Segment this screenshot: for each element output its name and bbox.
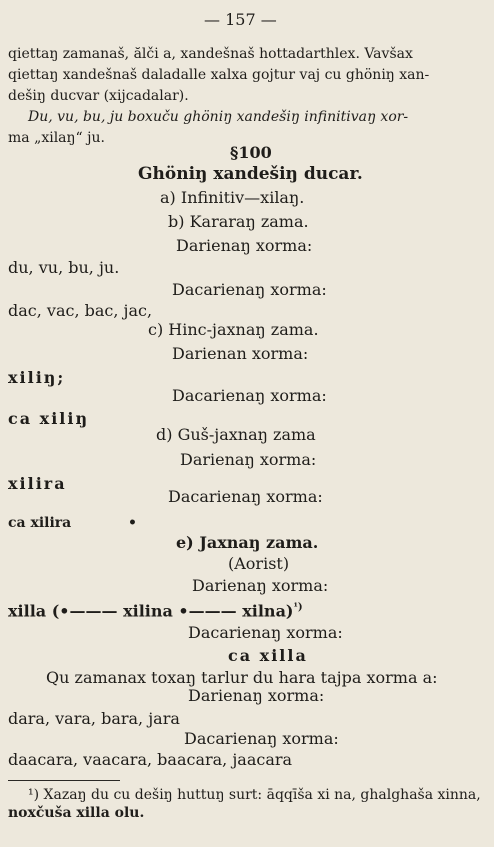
intro-line-4-text: Du, vu, bu, ju boxuču ghöniŋ xandešiŋ infinitivaŋ xor- (28, 109, 409, 125)
item-b-plural-label: Dacarienaŋ xorma: (172, 280, 327, 299)
item-b-plural-forms: dac, vac, bac, jac, (8, 301, 153, 320)
section-number: §100 (230, 143, 272, 162)
item-e-singular-forms (8, 603, 303, 619)
item-d-plural-form: ca xilira (8, 515, 72, 531)
outro-line-1: Qu zamanax toxaŋ tarlur du hara tajpa xorma a: (46, 668, 438, 687)
aorist-form-1: xilla ( (8, 601, 60, 621)
item-a: a) Infinitiv—xilaŋ. (160, 188, 305, 207)
outro-plural-label: Dacarienaŋ xorma: (184, 729, 339, 748)
footnote-divider (8, 780, 120, 781)
item-b-singular-label: Darienaŋ xorma: (176, 236, 313, 255)
item-e: e) Jaxnaŋ zama. (176, 533, 319, 552)
item-c-singular-label: Darienan xorma: (172, 344, 309, 363)
footnote-ref: ¹) (293, 602, 303, 613)
item-e-plural-form: ca xilla (228, 646, 308, 665)
item-d: d) Guš-jaxnaŋ zama (156, 425, 316, 444)
stray-mark: • (128, 515, 137, 531)
intro-line-5: ma „xilaŋ“ ju. (8, 130, 105, 146)
intro-line-4 (28, 110, 408, 124)
intro-line-1: qiettaŋ zamanaš, ălči a, xandešnaš hottadarthlex. Vavšax (8, 46, 413, 62)
item-e-subtitle: (Aorist) (228, 554, 290, 573)
footnote-line-1: ¹) Xazaŋ du cu dešiŋ huttuŋ surt: āqqīša xi na, ghalghaša xinna, (28, 787, 481, 803)
item-c-singular-form: xiliŋ; (8, 368, 66, 387)
item-c-plural-label: Dacarienaŋ xorma: (172, 386, 327, 405)
dot-dash-2: •——— (172, 601, 243, 621)
intro-line-3: dešiŋ ducvar (xijcadalar). (8, 88, 189, 104)
outro-plural-forms: daacara, vaacara, baacara, jaacara (8, 750, 293, 769)
intro-line-2: qiettaŋ xandešnaš daladalle xalxa gojtur vaj cu ghöniŋ xan- (8, 67, 430, 83)
item-b-singular-forms: du, vu, bu, ju. (8, 258, 120, 277)
item-d-singular-label: Darienaŋ xorma: (180, 450, 317, 469)
item-c-plural-form: ca xiliŋ (8, 409, 90, 428)
item-b: b) Kararaŋ zama. (168, 212, 309, 231)
footnote-line-2: noxčuša xilla olu. (8, 805, 145, 821)
item-e-plural-label: Dacarienaŋ xorma: (188, 623, 343, 642)
aorist-form-3: xilna) (242, 601, 294, 621)
page-number: — 157 — (204, 10, 277, 29)
item-d-singular-form: xilira (8, 474, 67, 493)
outro-singular-label: Darienaŋ xorma: (188, 686, 325, 705)
dot-dash-1: •——— (59, 601, 124, 621)
section-title: Ghöniŋ xandešiŋ ducar. (138, 164, 363, 184)
item-c: c) Hinc-jaxnaŋ zama. (148, 320, 319, 339)
aorist-form-2: xilina (123, 601, 173, 621)
item-d-plural-label: Dacarienaŋ xorma: (168, 487, 323, 506)
outro-singular-forms: dara, vara, bara, jara (8, 709, 180, 728)
item-e-singular-label: Darienaŋ xorma: (192, 576, 329, 595)
